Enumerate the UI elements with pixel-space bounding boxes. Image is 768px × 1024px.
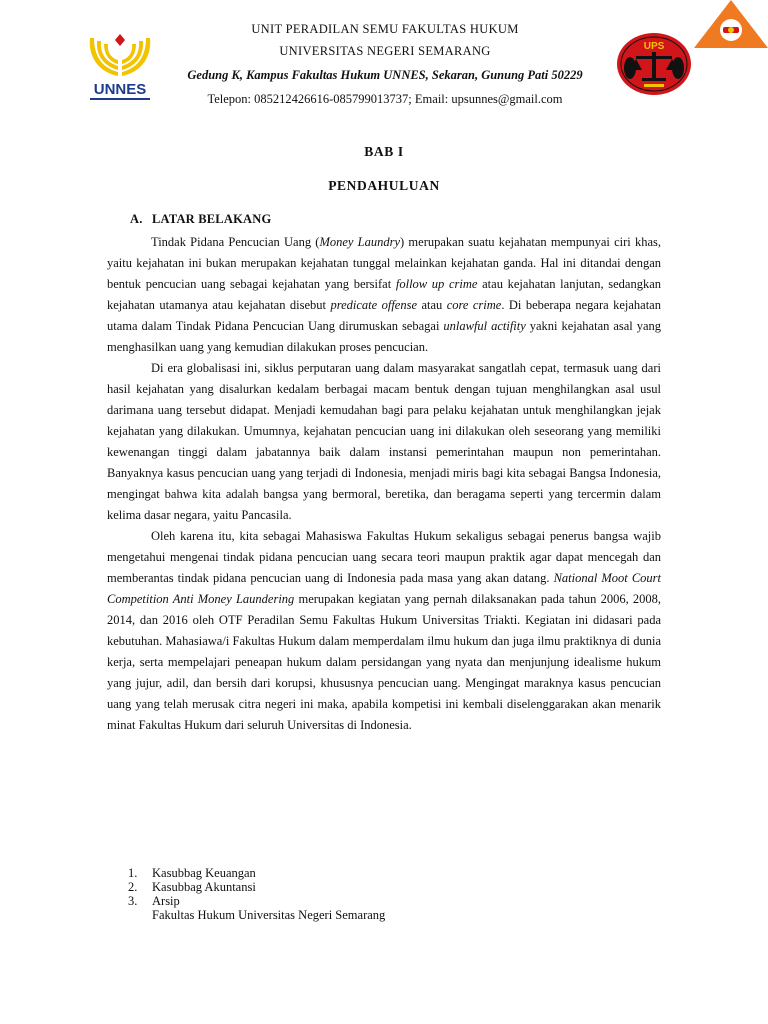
letterhead-address: Gedung K, Kampus Fakultas Hukum UNNES, Sekaran, Gunung Pati 50229 xyxy=(187,68,583,82)
section-heading xyxy=(130,212,271,227)
unnes-logo-text: UNNES xyxy=(93,81,147,98)
numbered-list xyxy=(128,866,385,922)
letterhead-unit: UNIT PERADILAN SEMU FAKULTAS HUKUM xyxy=(251,22,519,36)
section-title: LATAR BELAKANG xyxy=(152,212,272,226)
chapter-title: PENDAHULUAN xyxy=(328,178,440,193)
paragraph-1: Tindak Pidana Pencucian Uang (Money Laundry) merupakan suatu kejahatan mempunyai ciri khas, yaitu kejahatan ini bukan merupakan kejahatan tunggal melainkan kejahatan ganda. Hal ini ditandai dengan bentuk pencucian uang sebagai kejahatan yang bersifat follow up crime atau kejahatan lanjutan, sedangkan kejahatan utamanya atau kejahatan disebut predicate offense atau core crime. Di beberapa negara kejahatan utama dalam Tindak Pidana Pencucian Uang dirumuskan sebagai unlawful actifity yakni kejahatan asal yang menghasilkan uang yang kemudian dilakukan proses pencucian. xyxy=(107,235,662,354)
list-item: 1. Kasubbag Keuangan xyxy=(128,866,256,880)
ups-logo-text: UPS xyxy=(643,41,665,52)
list-item: 3. Arsip xyxy=(128,894,180,908)
ups-logo xyxy=(616,32,692,96)
list-item: 2. Kasubbag Akuntansi xyxy=(128,880,256,894)
triangle-logo xyxy=(694,0,768,48)
letterhead-university: UNIVERSITAS NEGERI SEMARANG xyxy=(279,44,491,58)
paragraph-3: Oleh karena itu, kita sebagai Mahasiswa Fakultas Hukum sekaligus sebagai penerus bangsa wajib mengetahui mengenai tindak pidana pencucian uang secara teori maupun praktik agar dapat mencegah dan memberantas tindak pidana pencucian uang di Indonesia pada masa yang akan datang. National Moot Court Competition Anti Money Laundering merupakan kegiatan yang pernah dilaksanakan pada tahun 2006, 2008, 2014, dan 2016 oleh OTF Peradilan Semu Fakultas Hukum Universitas Triakti. Kegiatan ini didasari pada kebutuhan. Mahasiawa/i Fakultas Hukum dalam memperdalam ilmu hukum dan juga ilmu praktiknya di dunia kerja, serta mempelajari peneapan hukum dalam persidangan yang nyata dan menjunjung idealisme hukum yang jujur, adil, dan bersih dari korupsi, khususnya pencucian uang. Mengingat maraknya kasus pencucian uang yang telah merusak citra negeri ini maka, apabila kompetisi ini kembali diselenggarakan akan menarik minat Fakultas Hukum dari seluruh Universitas di Indonesia. xyxy=(107,529,661,732)
unnes-logo xyxy=(84,32,156,104)
letterhead-contact: Telepon: 085212426616-085799013737; Email: upsunnes@gmail.com xyxy=(207,92,563,106)
paragraph-2: Di era globalisasi ini, siklus perputaran uang dalam masyarakat sangatlah cepat, termasuk uang dari hasil kejahatan yang disalurkan kedalam berbagai macam bentuk dengan tujuan menghilangkan asal usul darimana uang tersebut didapat. Menjadi kemudahan bagi para pelaku kejahatan untuk menghilangkan jejak kejahatan yang dilakukan. Umumnya, kejahatan pencucian uang ini dilakukan oleh seseorang yang memiliki kewenangan tinggi dalam jabatannya baik dalam instansi pemerintahan maupun non pemerintahan. Banyaknya kasus pencucian uang yang terjadi di Indonesia, menjadi miris bagi kita sebagai Bangsa Indonesia, mengingat bahwa kita adalah bangsa yang bermoral, beretika, dan beragama seperti yang tercermin dalam kelima dasar negara, yaitu Pancasila. xyxy=(107,361,661,522)
body-text xyxy=(107,232,661,736)
chapter-number: BAB I xyxy=(364,144,404,159)
section-number: A. xyxy=(130,212,143,226)
list-subline: Fakultas Hukum Universitas Negeri Semarang xyxy=(152,908,386,922)
